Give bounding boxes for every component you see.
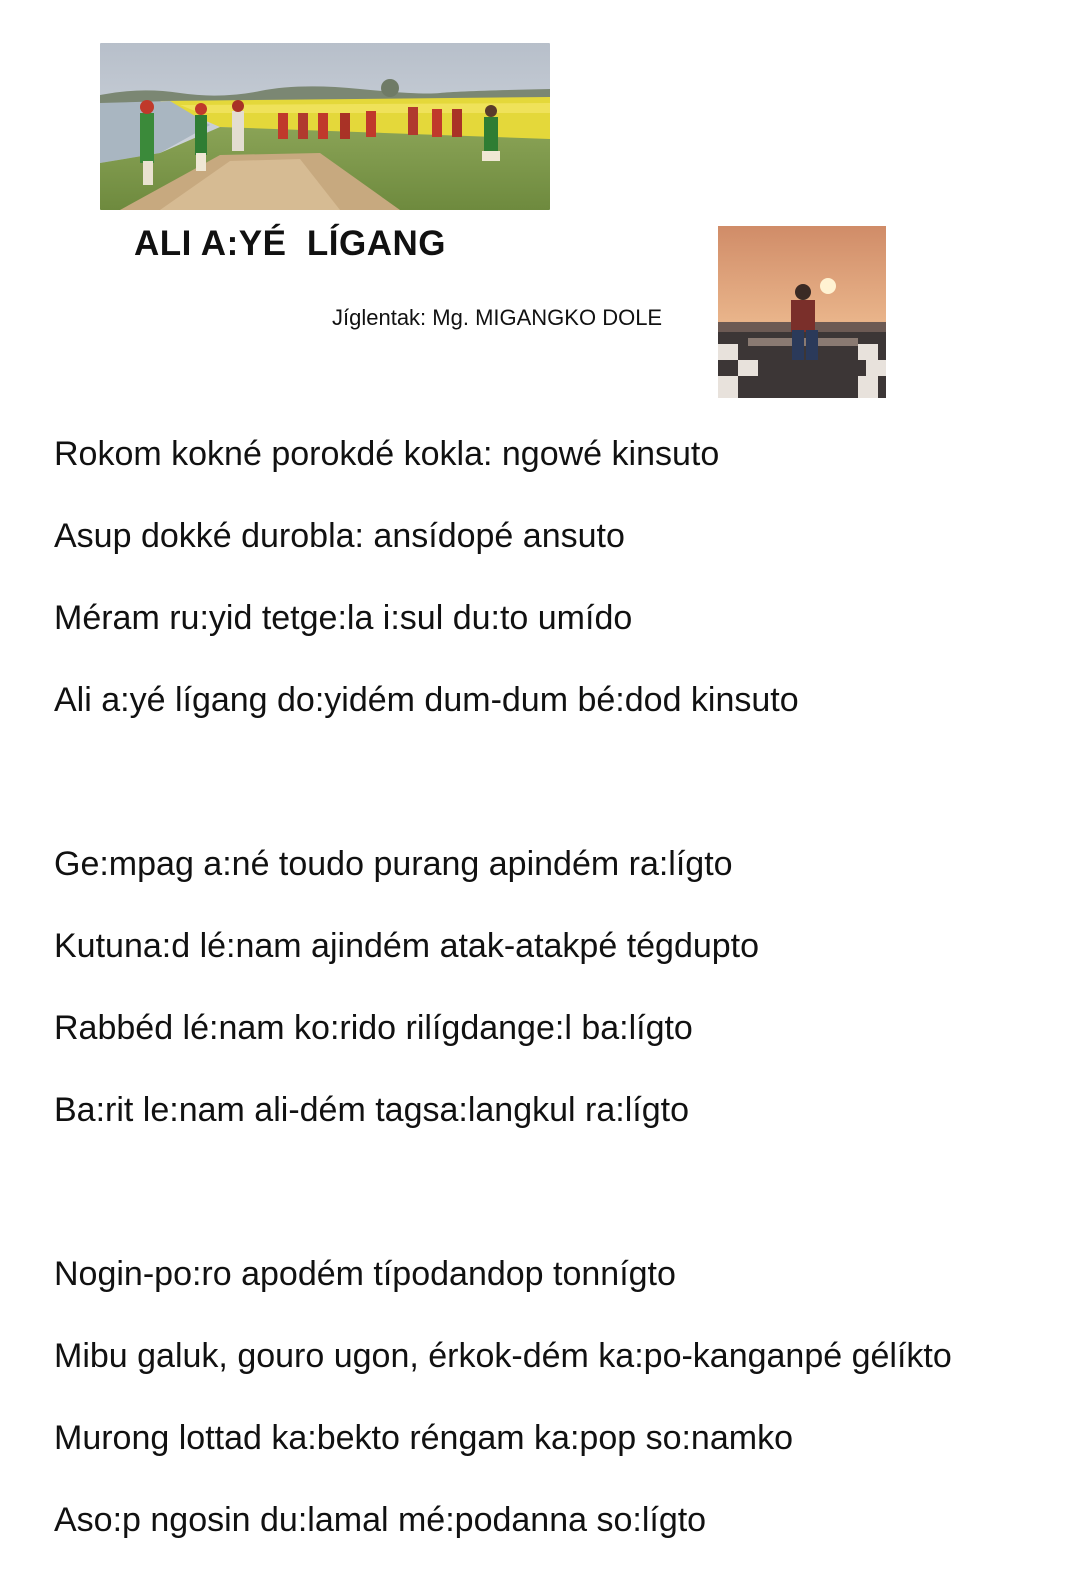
poem-line: Méram ru:yid tetge:la i:sul du:to umído <box>54 599 633 637</box>
poem-line: Ge:mpag a:né toudo purang apindém ra:lígto <box>54 845 733 883</box>
author-photo-illustration <box>718 226 886 398</box>
poem-line: Kutuna:d lé:nam ajindém atak-atakpé tégdupto <box>54 927 760 965</box>
author-credit: Jíglentak: Mg. MIGANGKO DOLE <box>332 305 663 330</box>
poem-line: Rokom kokné porokdé kokla: ngowé kinsuto <box>54 435 720 473</box>
poem-line: Ba:rit le:nam ali-dém tagsa:langkul ra:lígto <box>54 1091 689 1129</box>
banner-illustration <box>100 43 550 210</box>
poem-line: Aso:p ngosin du:lamal mé:podanna so:lígto <box>54 1501 707 1539</box>
poem-line: Asup dokké durobla: ansídopé ansuto <box>54 517 625 555</box>
banner-photo <box>100 43 550 210</box>
author-photo <box>718 226 886 398</box>
poem-line: Rabbéd lé:nam ko:rido rilígdange:l ba:lígto <box>54 1009 693 1047</box>
poem-title: ALI A:YÉ LÍGANG <box>134 224 446 263</box>
poem-line: Ali a:yé lígang do:yidém dum-dum bé:dod kinsuto <box>54 681 799 719</box>
poem-line: Mibu galuk, gouro ugon, érkok-dém ka:po-kanganpé gélíkto <box>54 1337 952 1375</box>
poem-line: Murong lottad ka:bekto réngam ka:pop so:namko <box>54 1419 793 1457</box>
poem-line: Nogin-po:ro apodém típodandop tonnígto <box>54 1255 676 1293</box>
